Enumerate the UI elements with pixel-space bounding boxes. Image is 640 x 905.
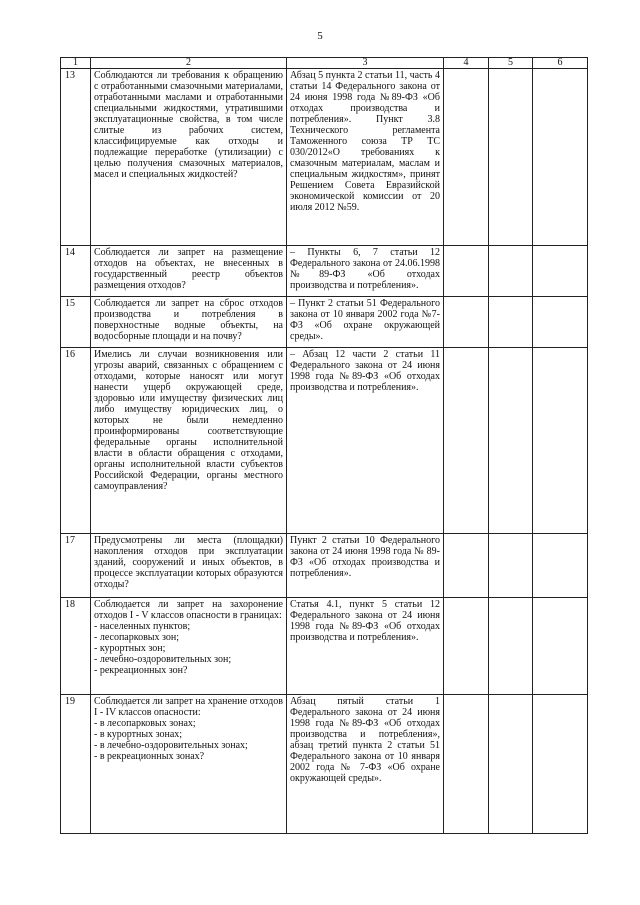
requirement-text: Соблюдается ли запрет на захоронение отходов I - V классов опасности в границах: [94,599,283,621]
column-header: 6 [533,58,588,69]
row-number: 13 [61,69,91,246]
empty-cell [489,695,533,834]
empty-cell [444,297,489,348]
requirement-text: Имелись ли случаи возникновения или угрозы аварий, связанных с обращением с отходами, которые наносят или могут нанести ущерб окружающей среде, здоровью или имуществу физических лиц либо имуществу юридических лиц, о которых не были немедленно проинформированы соответствующие федеральные органы исполнительной власти в области обращения с отходами, органы исполнительной власти субъектов Российской Федерации, органы местного самоуправления? [91,348,287,534]
empty-cell [444,246,489,297]
table-row [61,69,588,246]
table-row [61,598,588,695]
table-row [61,534,588,598]
column-header: 2 [91,58,287,69]
empty-cell [533,598,588,695]
list-item: - лечебно-оздоровительных зон; [94,654,232,665]
legal-reference: – Пункт 2 статьи 51 Федерального закона от 10 января 2002 года №7-ФЗ «Об охране окружающей среды». [287,297,444,348]
empty-cell [533,69,588,246]
requirement-text: Соблюдается ли запрет на размещение отходов на объектах, не внесенных в государственный реестр объектов размещения отходов? [91,246,287,297]
checklist-table [60,57,588,834]
empty-cell [533,695,588,834]
empty-cell [533,246,588,297]
empty-cell [444,348,489,534]
legal-reference: Статья 4.1, пункт 5 статьи 12 Федерального закона от 24 июня 1998 года №89-ФЗ «Об отходах производства и потребления». [287,598,444,695]
column-header: 1 [61,58,91,69]
column-header: 5 [489,58,533,69]
empty-cell [489,246,533,297]
empty-cell [489,297,533,348]
table-header-row [61,58,588,69]
empty-cell [444,69,489,246]
empty-cell [533,348,588,534]
row-number: 16 [61,348,91,534]
legal-reference: Абзац пятый статьи 1 Федерального закона от 24 июня 1998 года №89-ФЗ «Об отходах производства и потребления», абзац третий пункта 2 статьи 51 Федерального закона от 10 января 2002 года № 7-ФЗ «Об охране окружающей среды». [287,695,444,834]
requirement-text: Предусмотрены ли места (площадки) накопления отходов при эксплуатации зданий, сооружений и иных объектов, в процессе эксплуатации которых образуются отходы? [91,534,287,598]
list-item: - курортных зон; [94,643,166,654]
list-item: - в рекреационных зонах? [94,751,205,762]
requirement-text: Соблюдается ли запрет на сброс отходов производства и потребления в поверхностные водные объекты, на водосборные площади и на почву? [91,297,287,348]
table-row [61,348,588,534]
row-number: 17 [61,534,91,598]
list-item: - в курортных зонах; [94,729,183,740]
requirement-text: Соблюдаются ли требования к обращению с отработанными смазочными материалами, отработанными маслами и отработанными специальными жидкостями, утратившими эксплуатационные свойства, в том числе слитые из рабочих систем, классифицируемые как отходы и подлежащие переработке (утилизации) с целью получения смазочных материалов, масел и специальных жидкостей? [91,69,287,246]
table-row [61,695,588,834]
empty-cell [489,598,533,695]
list-item: - лесопарковых зон; [94,632,180,643]
requirement-text: Соблюдается ли запрет на хранение отходов I - IV классов опасности: [94,696,283,718]
row-number: 14 [61,246,91,297]
requirement-cell [91,695,287,834]
column-header: 3 [287,58,444,69]
column-header: 4 [444,58,489,69]
list-item: - в лечебно-оздоровительных зонах; [94,740,248,751]
empty-cell [533,297,588,348]
legal-reference: Абзац 5 пункта 2 статьи 11, часть 4 статьи 14 Федерального закона от 24 июня 1998 года №89-ФЗ «Об отходах производства и потребления». Пункт 3.8 Технического регламента Таможенного союза ТР ТС 030/2012«О требованиях к смазочным материалам, маслам и специальным жидкостям», принят Решением Совета Евразийской экономической комиссии от 20 июля 2012 №59. [287,69,444,246]
empty-cell [444,534,489,598]
empty-cell [444,695,489,834]
empty-cell [533,534,588,598]
empty-cell [489,534,533,598]
list-item: - в лесопарковых зонах; [94,718,196,729]
empty-cell [489,348,533,534]
requirement-cell [91,598,287,695]
legal-reference: – Пункты 6, 7 статьи 12 Федерального закона от 24.06.1998 №89-ФЗ «Об отходах производства и потребления». [287,246,444,297]
table-row [61,246,588,297]
row-number: 19 [61,695,91,834]
row-number: 15 [61,297,91,348]
table-row [61,297,588,348]
list-item: - рекреационных зон? [94,665,188,676]
empty-cell [444,598,489,695]
legal-reference: Пункт 2 статьи 10 Федерального закона от 24 июня 1998 года № 89-ФЗ «Об отходах производства и потребления». [287,534,444,598]
legal-reference: – Абзац 12 части 2 статьи 11 Федерального закона от 24 июня 1998 года №89-ФЗ «Об отходах производства и потребления». [287,348,444,534]
empty-cell [489,69,533,246]
list-item: - населенных пунктов; [94,621,191,632]
page-number: 5 [317,30,323,42]
row-number: 18 [61,598,91,695]
